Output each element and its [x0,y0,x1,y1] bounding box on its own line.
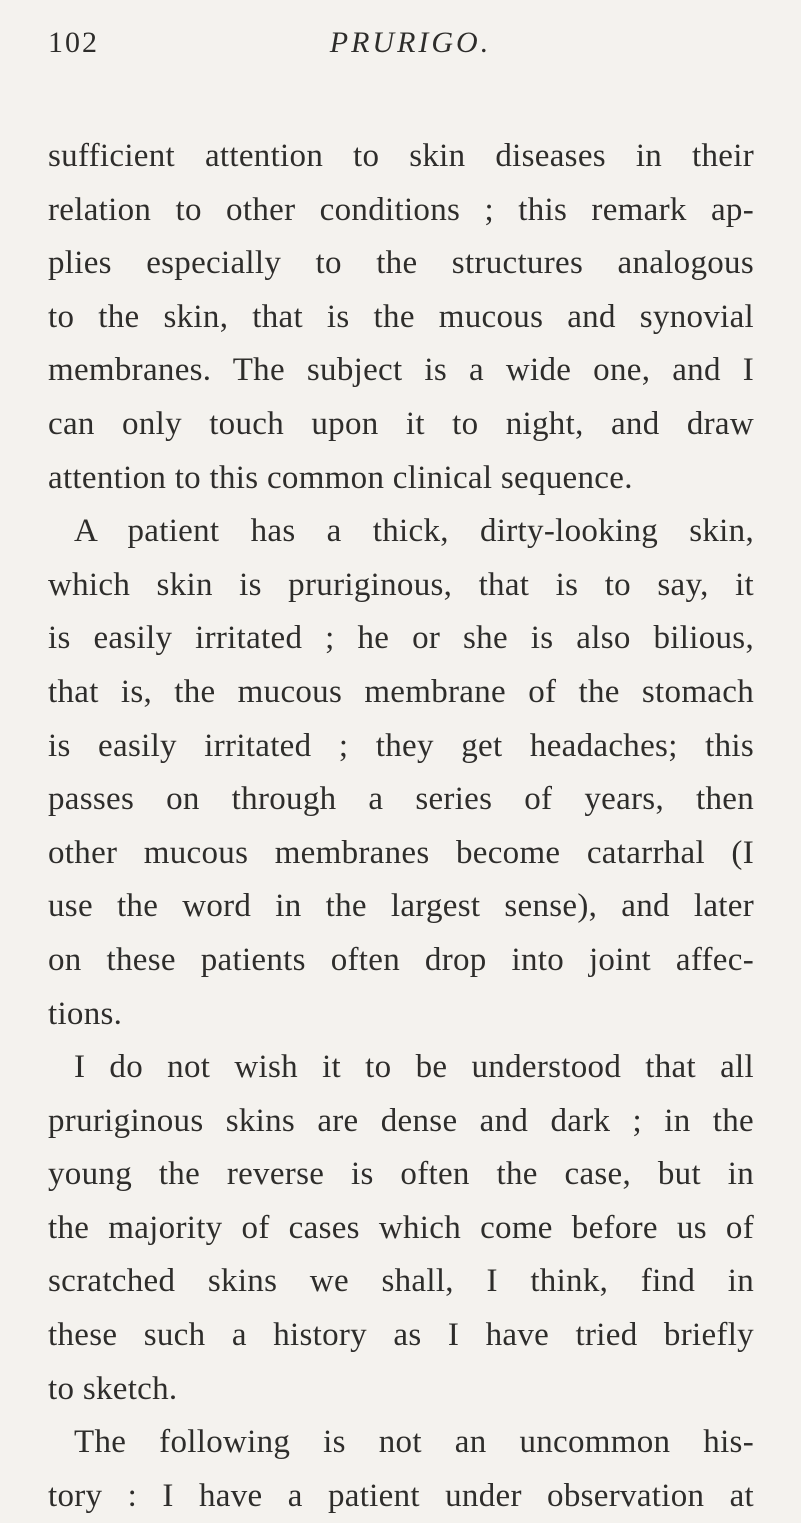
body-text [48,130,754,1523]
text-line: attention to this common clinical sequence. [48,459,633,496]
text-line: the majority of cases which come before us of [48,1209,754,1246]
text-line: on these patients often drop into joint affec- [48,941,754,978]
text-line: passes on through a series of years, then [48,781,754,818]
text-line: these such a history as I have tried briefly [48,1317,754,1354]
text-line: membranes. The subject is a wide one, and I [48,352,754,389]
text-line: can only touch upon it to night, and draw [48,405,754,442]
text-line: I do not wish it to be understood that all [74,1049,754,1086]
text-line: tory : I have a patient under observation at [48,1477,754,1514]
running-head: PRURIGO. [329,26,492,59]
text-line: sufficient attention to skin diseases in their [48,138,754,174]
text-line: to sketch. [48,1370,178,1407]
text-line: scratched skins we shall, I think, find in [48,1263,754,1300]
text-line: plies especially to the structures analogous [48,245,754,282]
text-line: A patient has a thick, dirty-looking skin, [74,513,754,550]
text-line: use the word in the largest sense), and later [48,888,754,925]
text-line: tions. [48,995,123,1032]
text-line: which skin is pruriginous, that is to say, it [48,566,754,603]
text-line: is easily irritated ; he or she is also bilious, [48,620,754,657]
page-number: 102 [48,26,99,59]
text-line: other mucous membranes become catarrhal (I [48,834,754,871]
text-line: pruriginous skins are dense and dark ; in the [48,1102,754,1139]
text-line: that is, the mucous membrane of the stomach [48,673,754,710]
text-line: The following is not an uncommon his- [74,1424,754,1461]
text-line: young the reverse is often the case, but in [48,1156,754,1193]
text-line: relation to other conditions ; this remark ap- [48,191,754,228]
text-line: to the skin, that is the mucous and synovial [48,298,754,335]
page-header [48,22,753,72]
text-line: is easily irritated ; they get headaches; this [48,727,754,764]
